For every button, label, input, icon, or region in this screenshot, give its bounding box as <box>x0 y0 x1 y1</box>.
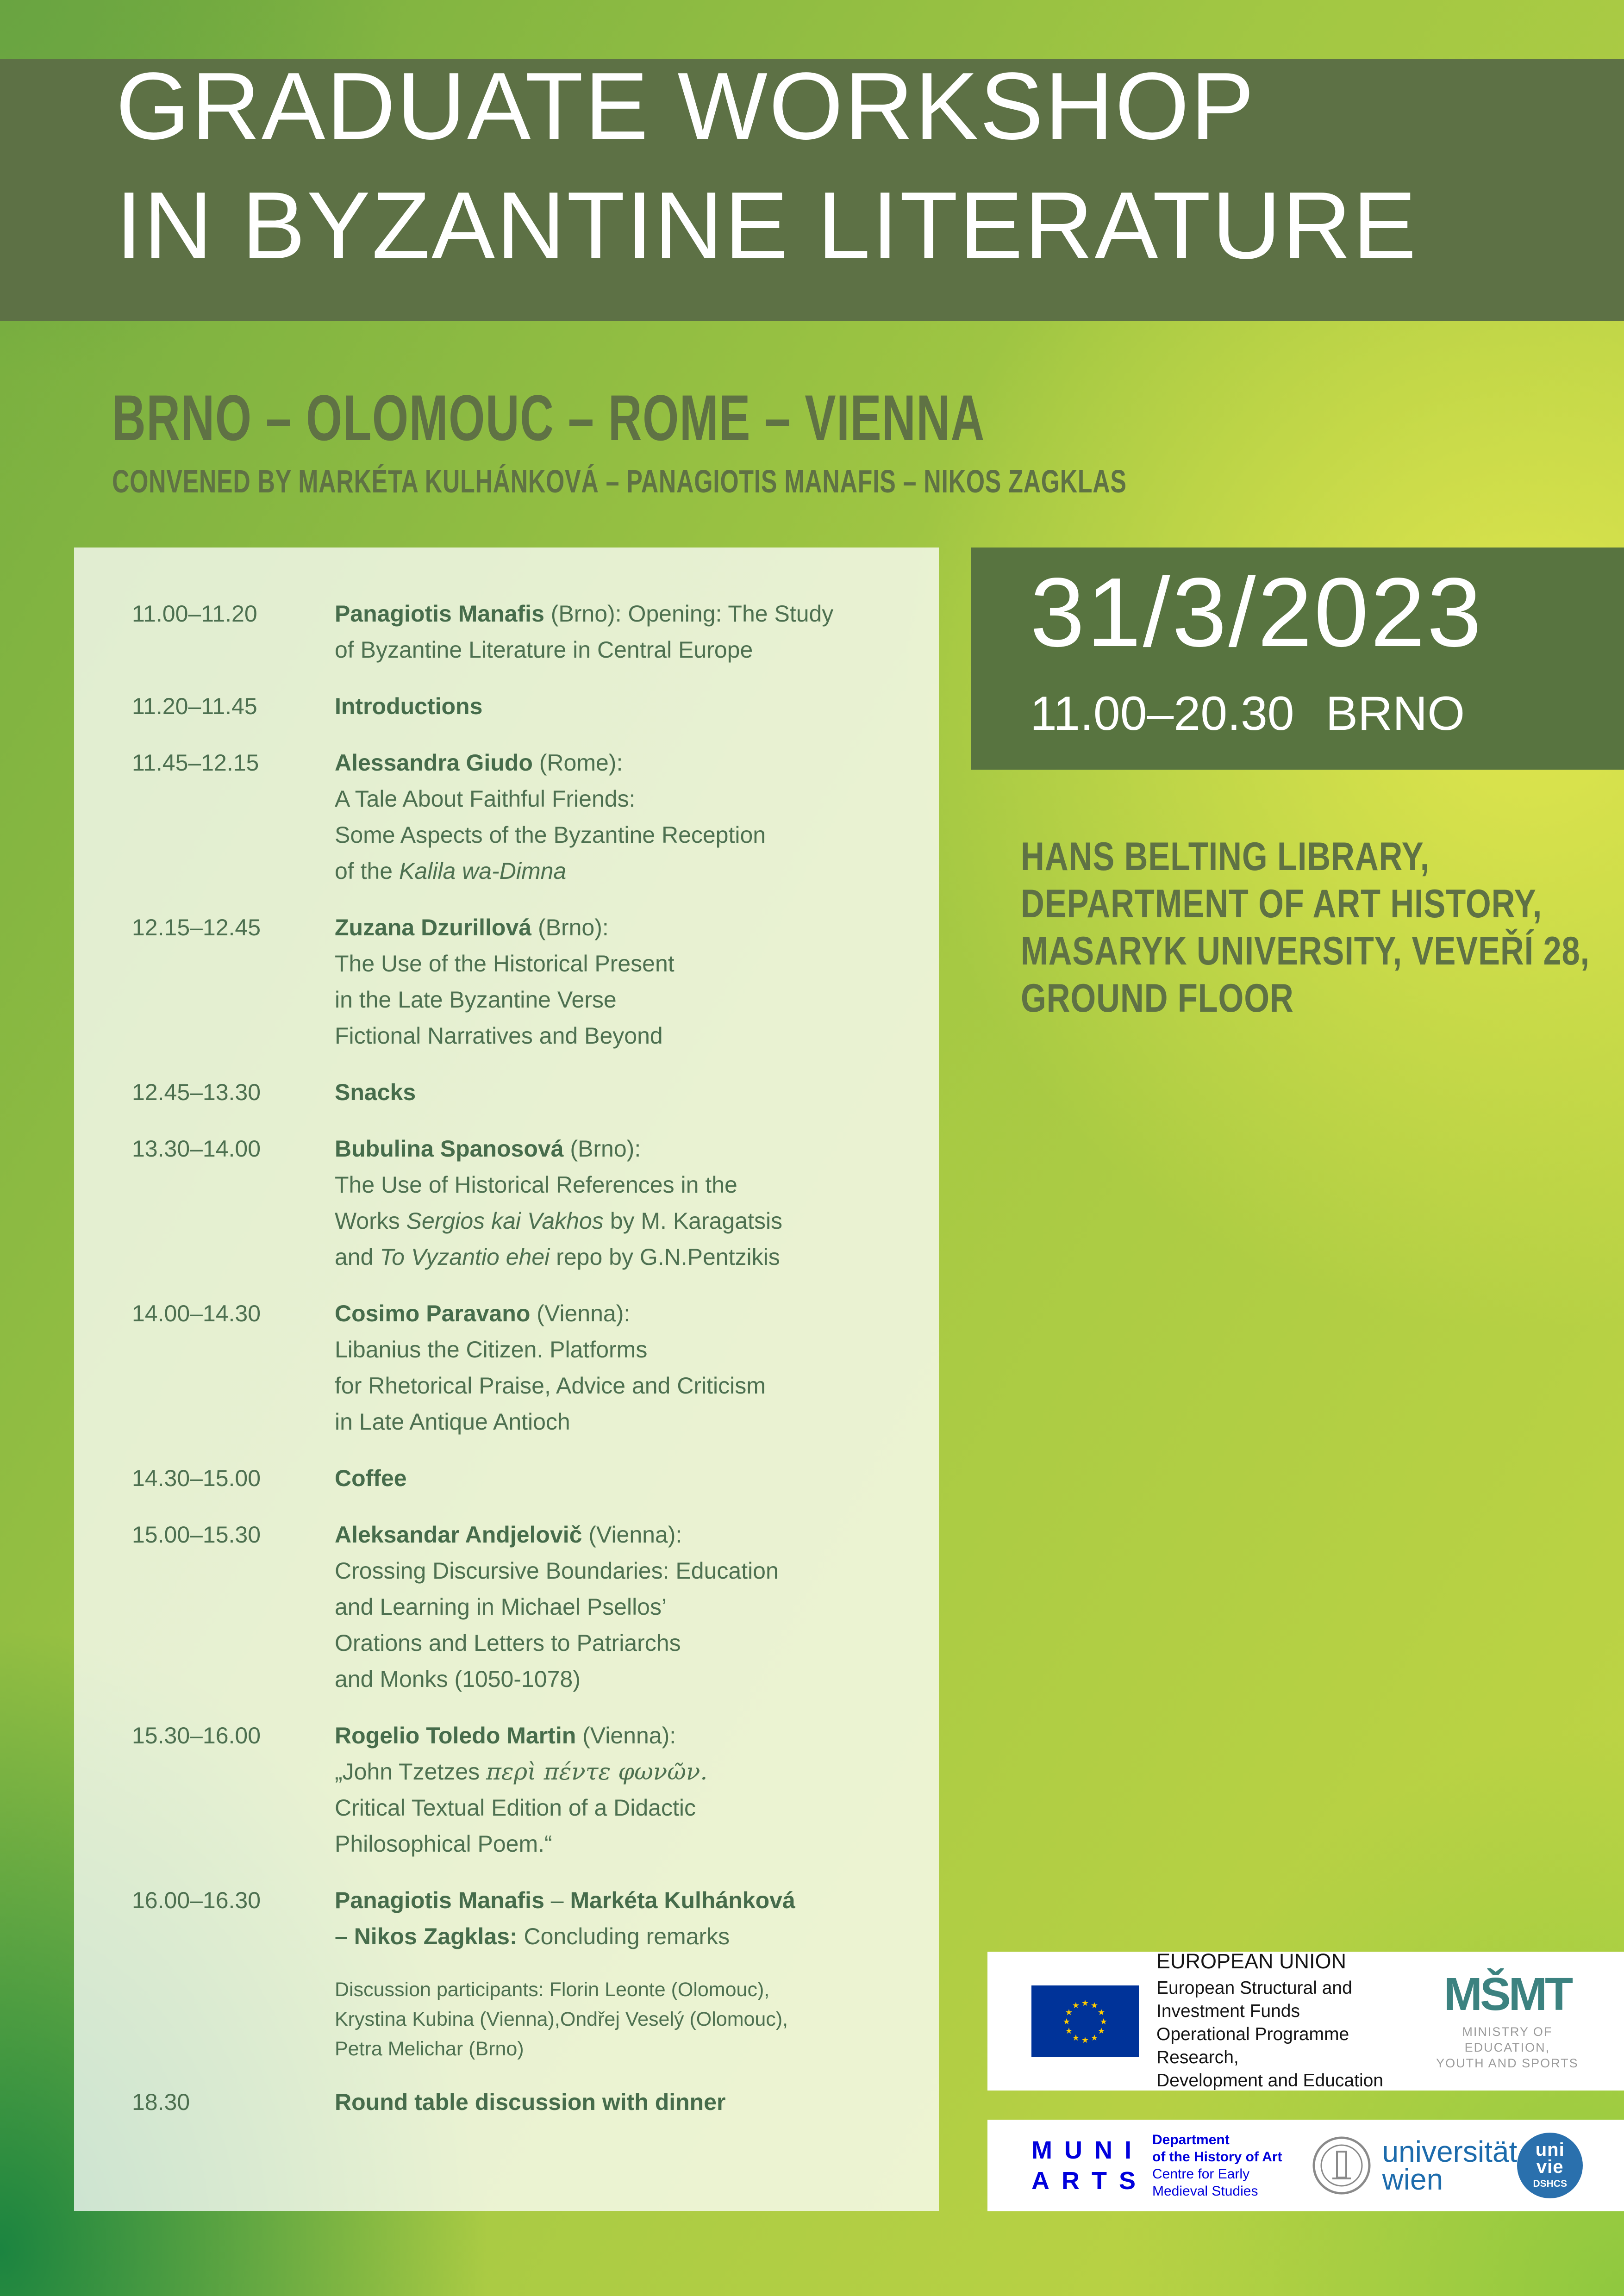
schedule-entry-text <box>335 596 833 668</box>
schedule-entry-text <box>335 1131 782 1275</box>
date-box <box>971 548 1624 770</box>
schedule-row <box>132 2084 922 2120</box>
schedule-time: 11.20–11.45 <box>132 693 257 719</box>
muni-arts-logo <box>1031 2135 1148 2196</box>
schedule-time: 12.15–12.45 <box>132 915 261 940</box>
svg-text:★: ★ <box>1072 2033 1080 2043</box>
schedule-entry-line: and To Vyzantio ehei repo by G.N.Pentzikis <box>335 1244 780 1270</box>
schedule-time: 15.30–16.00 <box>132 1723 261 1748</box>
schedule-time: 11.45–12.15 <box>132 750 259 776</box>
svg-text:★: ★ <box>1065 2026 1073 2036</box>
schedule-row <box>132 596 922 668</box>
schedule-list <box>132 596 922 2120</box>
event-time-range: 11.00–20.30 <box>1030 687 1294 740</box>
schedule-entry-line: Crossing Discursive Boundaries: Education <box>335 1558 779 1584</box>
schedule-entry-line: Some Aspects of the Byzantine Reception <box>335 822 766 848</box>
schedule-row <box>132 1131 922 1275</box>
venue-line: GROUND FLOOR <box>1021 976 1294 1020</box>
schedule-entry-line: Panagiotis Manafis – Markéta Kulhánková <box>335 1887 795 1913</box>
schedule-entry-line: Critical Textual Edition of a Didactic <box>335 1795 696 1821</box>
schedule-entry-line: in the Late Byzantine Verse <box>335 987 617 1013</box>
schedule-row <box>132 1882 922 1954</box>
svg-text:★: ★ <box>1090 2033 1099 2043</box>
schedule-entry-line: and Monks (1050-1078) <box>335 1666 581 1692</box>
eu-line-3: Development and Education <box>1156 2071 1383 2091</box>
eu-line-2: Operational Programme Research, <box>1156 2024 1349 2067</box>
svg-text:★: ★ <box>1099 2016 1108 2027</box>
msmt-ministry-line2: YOUTH AND SPORTS <box>1436 2056 1579 2070</box>
venue-line: MASARYK UNIVERSITY, VEVEŘÍ 28, <box>1021 929 1590 973</box>
uni-wien-seal-icon <box>1311 2135 1372 2196</box>
schedule-row <box>132 1717 922 1862</box>
univie-line-3: DSHCS <box>1533 2178 1567 2189</box>
eu-flag-icon <box>1031 1985 1139 2057</box>
muni-line: MUNI <box>1031 2136 1143 2164</box>
schedule-panel <box>74 548 939 2211</box>
msmt-logo <box>1435 1968 1580 2071</box>
schedule-row <box>132 745 922 889</box>
univie-line-1: uni <box>1535 2140 1565 2160</box>
schedule-entry-line: Philosophical Poem.“ <box>335 1831 552 1857</box>
venue-address <box>1021 833 1590 1022</box>
schedule-entry-line: The Use of Historical References in the <box>335 1172 737 1198</box>
schedule-entry-line: of Byzantine Literature in Central Europe <box>335 637 753 663</box>
schedule-time: 14.30–15.00 <box>132 1465 261 1491</box>
uniwien-line-2: wien <box>1382 2163 1443 2196</box>
uni-wien-wordmark <box>1382 2135 1518 2196</box>
msmt-ministry-line1: MINISTRY OF EDUCATION, <box>1462 2025 1553 2054</box>
schedule-entry-line: Aleksandar Andjelovič (Vienna): <box>335 1522 682 1548</box>
eu-line-1: European Structural and Investment Funds <box>1156 1978 1352 2021</box>
svg-text:★: ★ <box>1097 2026 1106 2036</box>
schedule-row <box>132 1295 922 1440</box>
schedule-entry-text <box>335 1717 707 1862</box>
univie-line-2: vie <box>1536 2157 1564 2177</box>
schedule-entry-text <box>335 1882 795 1954</box>
svg-text:★: ★ <box>1090 2000 1099 2010</box>
svg-text:★: ★ <box>1081 1998 1089 2008</box>
schedule-time: 12.45–13.30 <box>132 1079 261 1105</box>
venue-line: HANS BELTING LIBRARY, <box>1021 834 1430 879</box>
title-line-2: IN BYZANTINE LITERATURE <box>116 172 1418 279</box>
schedule-entry-line: Cosimo Paravano (Vienna): <box>335 1300 631 1326</box>
page-title <box>116 46 1418 285</box>
dept-line-2: of the History of Art <box>1152 2149 1282 2165</box>
schedule-row <box>132 1517 922 1697</box>
schedule-entry-text <box>335 1460 407 1496</box>
schedule-entry-line: „John Tzetzes περὶ πέντε φωνῶν. <box>335 1758 708 1785</box>
svg-text:★: ★ <box>1072 2000 1080 2010</box>
univie-dshcs-badge <box>1517 2133 1583 2198</box>
schedule-entry-text <box>335 688 482 724</box>
schedule-entry-line: Libanius the Citizen. Platforms <box>335 1337 648 1363</box>
schedule-time: 13.30–14.00 <box>132 1136 261 1162</box>
schedule-entry-text <box>335 745 766 889</box>
schedule-entry-line: Discussion participants: Florin Leonte (Olomouc), <box>335 1979 770 2001</box>
schedule-entry-line: Snacks <box>335 1079 416 1105</box>
schedule-entry-line: Rogelio Toledo Martin (Vienna): <box>335 1723 676 1748</box>
schedule-entry-line: Works Sergios kai Vakhos by M. Karagatsis <box>335 1208 783 1234</box>
svg-text:★: ★ <box>1065 2007 1073 2017</box>
schedule-time: 11.00–11.20 <box>132 601 257 627</box>
schedule-row <box>132 1074 922 1110</box>
schedule-entry-line: – Nikos Zagklas: Concluding remarks <box>335 1923 730 1949</box>
schedule-row <box>132 688 922 724</box>
dept-line-4: Medieval Studies <box>1152 2184 1258 2199</box>
schedule-entry-line: Round table discussion with dinner <box>335 2089 726 2115</box>
schedule-entry-line: Orations and Letters to Patriarchs <box>335 1630 681 1656</box>
convened-by-line: CONVENED BY MARKÉTA KULHÁNKOVÁ – PANAGIOTIS MANAFIS – NIKOS ZAGKLAS <box>112 463 1127 499</box>
dept-line-1: Department <box>1152 2132 1230 2147</box>
schedule-row <box>132 1975 922 2064</box>
schedule-time: 18.30 <box>132 2089 190 2115</box>
schedule-entry-line: Coffee <box>335 1465 407 1491</box>
schedule-time: 14.00–14.30 <box>132 1300 261 1326</box>
eu-title: EUROPEAN UNION <box>1156 1949 1347 1973</box>
schedule-entry-text <box>335 1975 788 2064</box>
venue-line: DEPARTMENT OF ART HISTORY, <box>1021 882 1543 926</box>
schedule-entry-line: Krystina Kubina (Vienna),Ondřej Veselý (Olomouc), <box>335 2008 788 2030</box>
schedule-entry-text <box>335 1517 779 1697</box>
schedule-time: 15.00–15.30 <box>132 1522 261 1548</box>
arts-line: ARTS <box>1031 2167 1148 2195</box>
schedule-row <box>132 1460 922 1496</box>
uniwien-line-1: universität <box>1382 2135 1518 2168</box>
schedule-entry-line: A Tale About Faithful Friends: <box>335 786 636 812</box>
schedule-entry-line: Petra Melichar (Brno) <box>335 2038 524 2060</box>
cities-subtitle: BRNO – OLOMOUC – ROME – VIENNA <box>112 381 985 454</box>
schedule-entry-line: Alessandra Giudo (Rome): <box>335 750 623 776</box>
schedule-entry-text <box>335 1074 416 1110</box>
schedule-entry-line: Fictional Narratives and Beyond <box>335 1023 663 1049</box>
schedule-entry-line: Zuzana Dzurillová (Brno): <box>335 915 609 940</box>
university-logo-bar <box>987 2120 1624 2211</box>
event-date: 31/3/2023 <box>1030 557 1484 667</box>
schedule-time: 16.00–16.30 <box>132 1887 261 1913</box>
schedule-entry-text <box>335 909 675 1054</box>
title-line-1: GRADUATE WORKSHOP <box>116 53 1256 159</box>
schedule-entry-line: Panagiotis Manafis (Brno): Opening: The Study <box>335 601 834 627</box>
svg-text:★: ★ <box>1097 2007 1106 2017</box>
schedule-entry-line: Introductions <box>335 693 483 719</box>
event-time-city <box>1030 686 1465 741</box>
event-city: BRNO <box>1325 687 1465 740</box>
msmt-ministry-text <box>1435 2024 1580 2071</box>
msmt-monogram: MŠMT <box>1443 1968 1571 2020</box>
eu-funding-text <box>1156 1950 1435 2092</box>
muni-department-text <box>1152 2131 1282 2200</box>
schedule-entry-line: of the Kalila wa-Dimna <box>335 858 567 884</box>
schedule-entry-line: and Learning in Michael Psellos’ <box>335 1594 667 1620</box>
svg-text:★: ★ <box>1081 2035 1089 2045</box>
title-band <box>0 53 1624 321</box>
dept-line-3: Centre for Early <box>1152 2166 1250 2182</box>
schedule-entry-text <box>335 2084 725 2120</box>
schedule-entry-line: Bubulina Spanosová (Brno): <box>335 1136 641 1162</box>
svg-text:★: ★ <box>1062 2016 1071 2027</box>
schedule-entry-line: The Use of the Historical Present <box>335 951 675 977</box>
schedule-entry-line: in Late Antique Antioch <box>335 1409 570 1435</box>
schedule-row <box>132 909 922 1054</box>
funding-logo-bar <box>987 1949 1624 2091</box>
schedule-entry-text <box>335 1295 766 1440</box>
schedule-entry-line: for Rhetorical Praise, Advice and Criticism <box>335 1373 766 1399</box>
